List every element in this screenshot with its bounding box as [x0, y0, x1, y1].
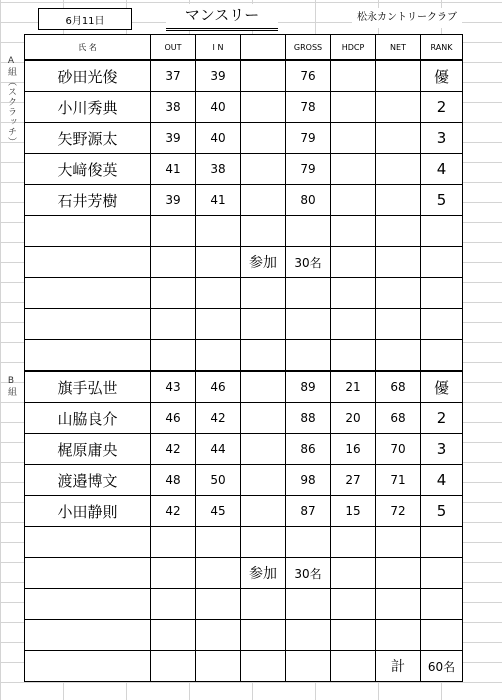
out-score: 43	[151, 371, 196, 403]
player-name: 小川秀典	[25, 92, 151, 123]
participants-count: 30名	[286, 558, 331, 589]
blank-cell	[241, 123, 286, 154]
net-score: 68	[376, 403, 421, 434]
gross-score: 76	[286, 60, 331, 92]
col-header-out: OUT	[151, 35, 196, 61]
rank-value: 3	[421, 123, 463, 154]
rank-value: 2	[421, 92, 463, 123]
gross-score: 79	[286, 154, 331, 185]
table-row	[25, 185, 463, 216]
hdcp-value: 21	[331, 371, 376, 403]
group-a-label: A組（スクラッチ）	[6, 56, 16, 147]
out-score: 38	[151, 92, 196, 123]
out-score: 41	[151, 154, 196, 185]
net-score	[376, 154, 421, 185]
gross-score: 86	[286, 434, 331, 465]
net-score: 68	[376, 371, 421, 403]
rank-value: 3	[421, 434, 463, 465]
col-header-name: 氏 名	[25, 35, 151, 61]
empty-row	[25, 278, 463, 309]
player-name: 山脇良介	[25, 403, 151, 434]
net-score	[376, 123, 421, 154]
blank-cell	[241, 403, 286, 434]
blank-cell	[241, 60, 286, 92]
net-score	[376, 185, 421, 216]
col-header-hdcp: HDCP	[331, 35, 376, 61]
hdcp-value	[331, 60, 376, 92]
hdcp-value	[331, 154, 376, 185]
hdcp-value	[331, 123, 376, 154]
hdcp-value: 16	[331, 434, 376, 465]
hdcp-value	[331, 92, 376, 123]
in-score: 46	[196, 371, 241, 403]
player-name: 石井芳樹	[25, 185, 151, 216]
empty-row	[25, 216, 463, 247]
participants-label: 参加	[241, 247, 286, 278]
gross-score: 98	[286, 465, 331, 496]
rank-value: 優	[421, 371, 463, 403]
gross-score: 88	[286, 403, 331, 434]
player-name: 大﨑俊英	[25, 154, 151, 185]
blank-cell	[241, 465, 286, 496]
table-row	[25, 123, 463, 154]
out-score: 42	[151, 496, 196, 527]
blank-cell	[241, 92, 286, 123]
rank-value: 5	[421, 496, 463, 527]
out-score: 37	[151, 60, 196, 92]
player-name: 砂田光俊	[25, 60, 151, 92]
blank-cell	[241, 185, 286, 216]
net-score	[376, 92, 421, 123]
header-row	[25, 35, 463, 61]
total-row	[25, 651, 463, 682]
gross-score: 87	[286, 496, 331, 527]
date-box: 6月11日	[38, 8, 132, 30]
in-score: 40	[196, 92, 241, 123]
in-score: 40	[196, 123, 241, 154]
out-score: 48	[151, 465, 196, 496]
gross-score: 79	[286, 123, 331, 154]
player-name: 旗手弘世	[25, 371, 151, 403]
player-name: 矢野源太	[25, 123, 151, 154]
rank-value: 5	[421, 185, 463, 216]
empty-row	[25, 527, 463, 558]
out-score: 46	[151, 403, 196, 434]
table-row	[25, 434, 463, 465]
table-row	[25, 92, 463, 123]
participants-row	[25, 558, 463, 589]
in-score: 39	[196, 60, 241, 92]
in-score: 45	[196, 496, 241, 527]
blank-cell	[241, 154, 286, 185]
total-label: 計	[376, 651, 421, 682]
blank-cell	[241, 434, 286, 465]
col-header-rank: RANK	[421, 35, 463, 61]
blank-cell	[241, 496, 286, 527]
player-name: 小田静則	[25, 496, 151, 527]
net-score: 71	[376, 465, 421, 496]
hdcp-value: 27	[331, 465, 376, 496]
col-header-in: I N	[196, 35, 241, 61]
table-row	[25, 496, 463, 527]
participants-label: 参加	[241, 558, 286, 589]
col-header-blank	[241, 35, 286, 61]
table-row	[25, 154, 463, 185]
player-name: 渡邉博文	[25, 465, 151, 496]
col-header-gross: GROSS	[286, 35, 331, 61]
out-score: 39	[151, 185, 196, 216]
participants-count: 30名	[286, 247, 331, 278]
rank-value: 2	[421, 403, 463, 434]
empty-row	[25, 309, 463, 340]
participants-row	[25, 247, 463, 278]
net-score	[376, 60, 421, 92]
hdcp-value: 20	[331, 403, 376, 434]
table-row	[25, 403, 463, 434]
empty-row	[25, 620, 463, 651]
col-header-net: NET	[376, 35, 421, 61]
blank-cell	[241, 371, 286, 403]
gross-score: 78	[286, 92, 331, 123]
table-row	[25, 371, 463, 403]
rank-value: 4	[421, 465, 463, 496]
club-name: 松永カントリークラブ	[352, 8, 462, 28]
player-name: 梶原庸央	[25, 434, 151, 465]
out-score: 42	[151, 434, 196, 465]
table-row	[25, 60, 463, 92]
page-title: マンスリー	[166, 4, 278, 31]
net-score: 72	[376, 496, 421, 527]
net-score: 70	[376, 434, 421, 465]
rank-value: 優	[421, 60, 463, 92]
rank-value: 4	[421, 154, 463, 185]
empty-row	[25, 340, 463, 372]
in-score: 41	[196, 185, 241, 216]
in-score: 50	[196, 465, 241, 496]
in-score: 44	[196, 434, 241, 465]
gross-score: 80	[286, 185, 331, 216]
in-score: 42	[196, 403, 241, 434]
total-count: 60名	[421, 651, 463, 682]
hdcp-value	[331, 185, 376, 216]
empty-row	[25, 589, 463, 620]
in-score: 38	[196, 154, 241, 185]
score-table	[24, 34, 463, 682]
table-row	[25, 465, 463, 496]
gross-score: 89	[286, 371, 331, 403]
group-b-label: B組	[6, 376, 16, 397]
out-score: 39	[151, 123, 196, 154]
hdcp-value: 15	[331, 496, 376, 527]
